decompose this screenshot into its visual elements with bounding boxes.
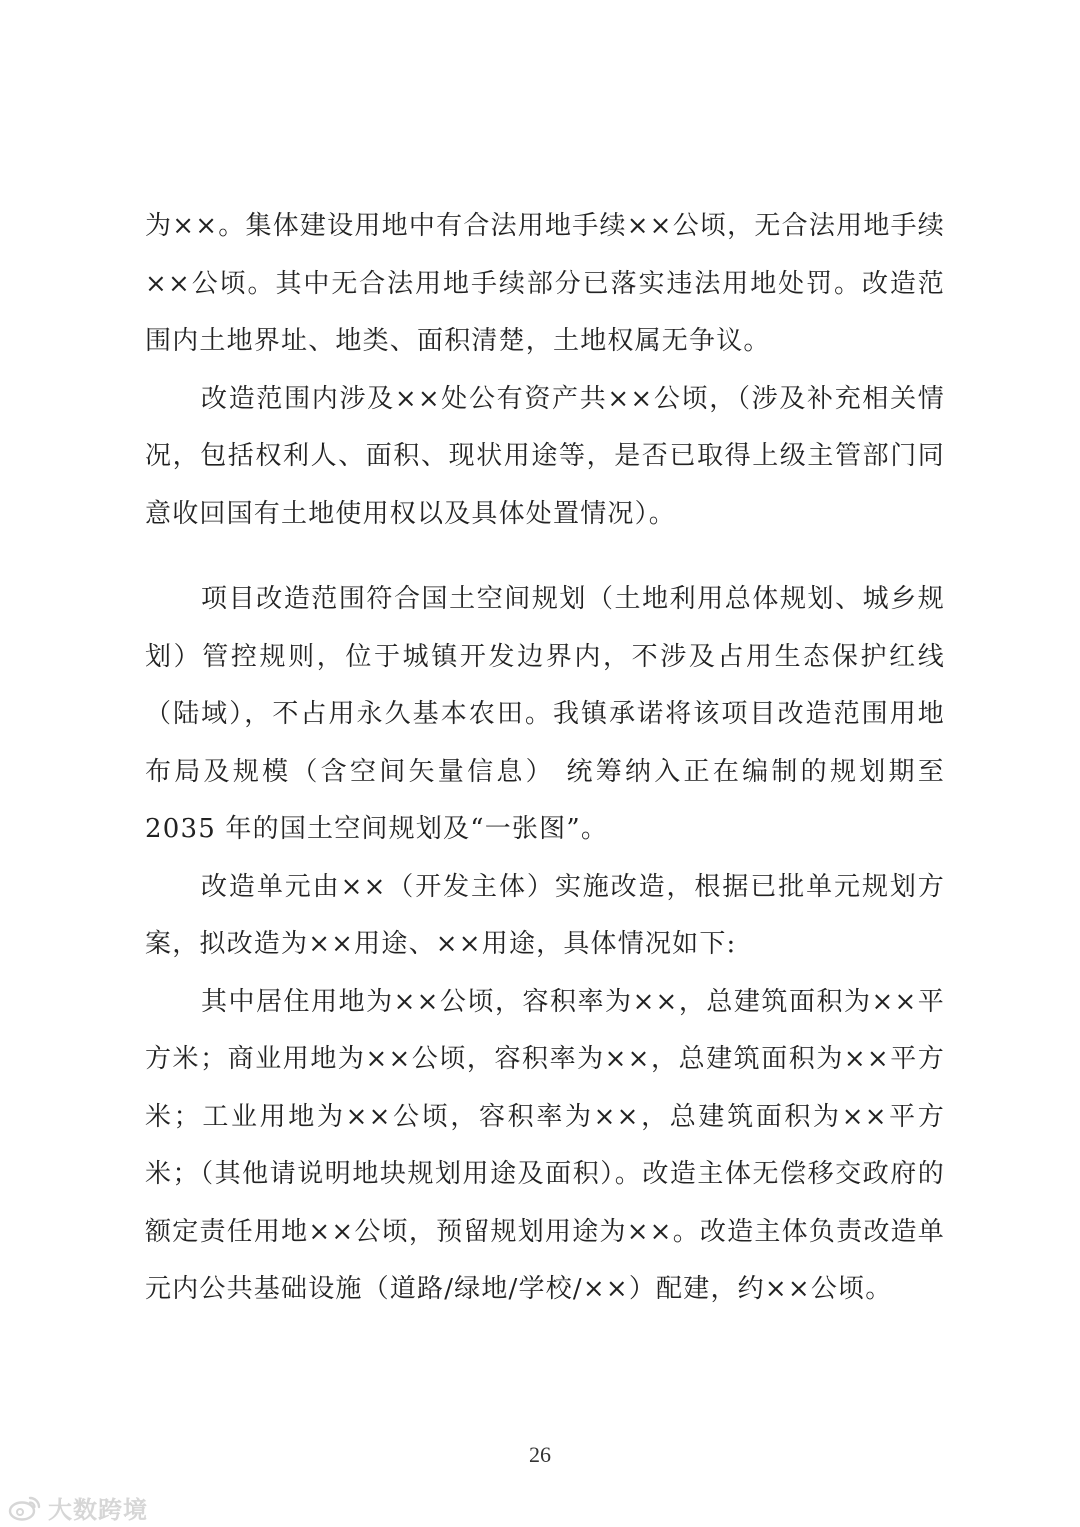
watermark xyxy=(8,1490,148,1525)
watermark-text: 大数跨境 xyxy=(48,1496,148,1524)
document-body xyxy=(145,198,945,1319)
weibo-icon xyxy=(8,1495,42,1521)
paragraph-land-use-details: 其中居住用地为××公顷，容积率为××，总建筑面积为××平方米；商业用地为××公顷，容积率为××，总建筑面积为××平方米；工业用地为××公顷，容积率为××，总建筑面积为××平方米；（其他请说明地块规划用途及面积）。改造主体无偿移交政府的额定责任用地××公顷，预留规划用途为××。改造主体负责改造单元内公共基础设施（道路/绿地/学校/××）配建，约××公顷。 xyxy=(145,986,945,1304)
paragraph-renovation-unit: 改造单元由××（开发主体）实施改造，根据已批单元规划方案，拟改造为××用途、××用途，具体情况如下: xyxy=(145,871,945,959)
page-number: 26 xyxy=(529,1442,551,1467)
paragraph-planning-compliance: 项目改造范围符合国土空间规划（土地利用总体规划、城乡规划）管控规则，位于城镇开发边界内，不涉及占用生态保护红线（陆域），不占用永久基本农田。我镇承诺将该项目改造范围用地布局及规模（含空间矢量信息） 统筹纳入正在编制的规划期至 2035 年的国土空间规划及“一张图”。 xyxy=(145,584,945,844)
paragraph-land-status: 为××。集体建设用地中有合法用地手续××公顷，无合法用地手续××公顷。其中无合法用地手续部分已落实违法用地处罚。改造范围内土地界址、地类、面积清楚，土地权属无争议。 xyxy=(145,211,945,356)
paragraph-public-assets: 改造范围内涉及××处公有资产共××公顷，（涉及补充相关情况，包括权利人、面积、现状用途等，是否已取得上级主管部门同意收回国有土地使用权以及具体处置情况）。 xyxy=(145,383,945,529)
